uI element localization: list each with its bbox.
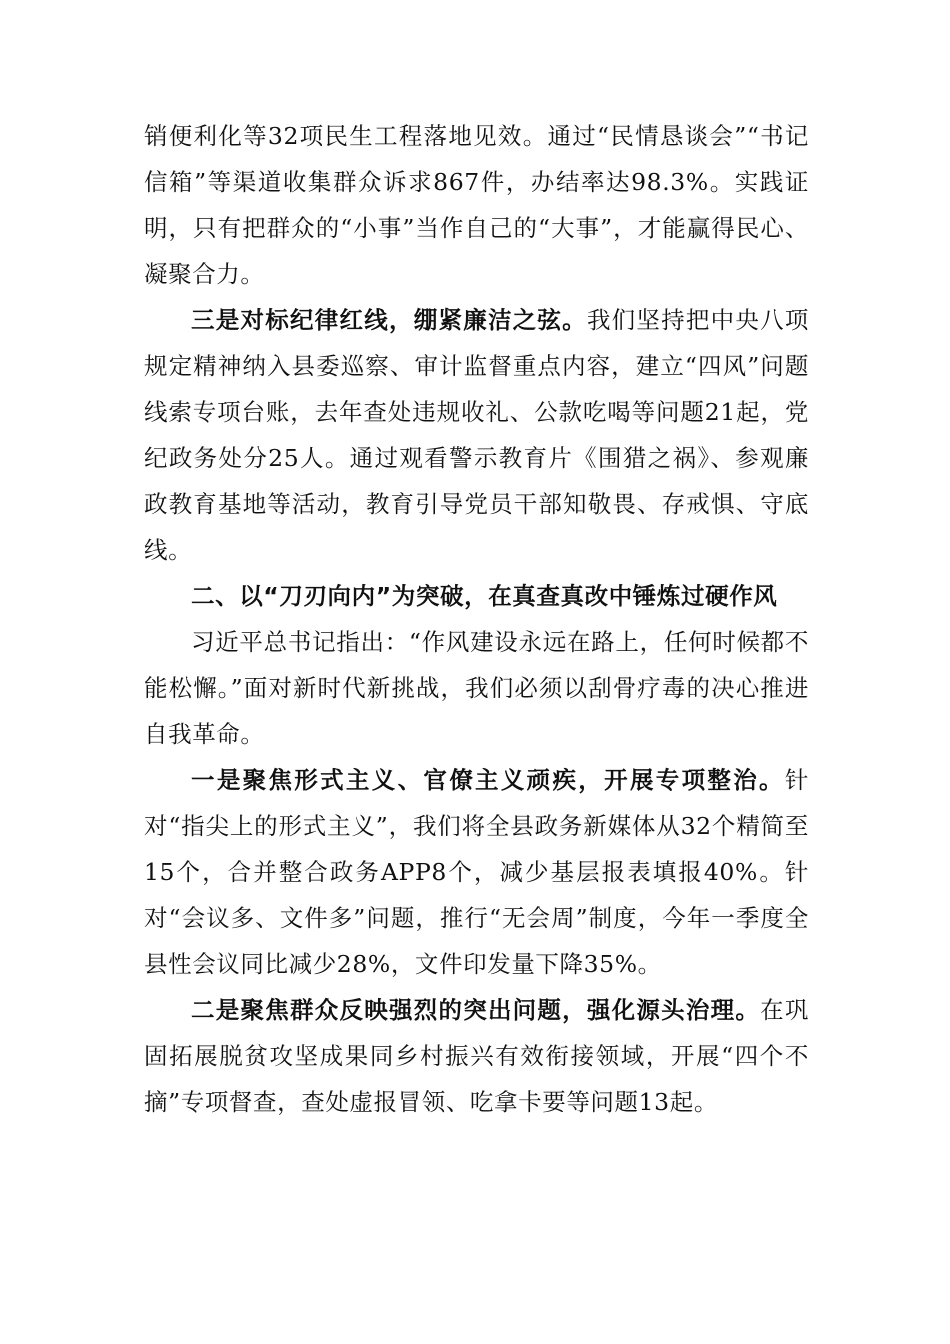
paragraph-text: 我们坚持把中央八项规定精神纳入县委巡察、审计监督重点内容，建立“四风”问题线索专项台账，去年查处违规收礼、公款吃喝等问题21起，党纪政务处分25人。通过观看警示教育片《围猎之祸》、参观廉政教育基地等活动，教育引导党员干部知敬畏、存戒惧、守底线。 [144,306,809,564]
paragraph-text: 习近平总书记指出：“作风建设永远在路上，任何时候都不能松懈。”面对新时代新挑战，我们必须以刮骨疗毒的决心推进自我革命。 [144,628,809,748]
paragraph-discipline [144,297,809,573]
paragraph-quote [144,619,809,757]
paragraph-text: 在巩固拓展脱贫攻坚成果同乡村振兴有效衔接领域，开展“四个不摘”专项督查，查处虚报冒领、吃拿卡要等问题13起。 [144,996,809,1116]
paragraph-lead: 三是对标纪律红线，绷紧廉洁之弦。 [191,306,587,334]
section-heading: 二、以“刀刃向内”为突破，在真查真改中锤炼过硬作风 [191,582,778,610]
paragraph-text: 针对“指尖上的形式主义”，我们将全县政务新媒体从32个精简至15个，合并整合政务APP8个，减少基层报表填报40%。针对“会议多、文件多”问题，推行“无会周”制度，今年一季度全县性会议同比减少28%，文件印发量下降35%。 [144,766,809,978]
document-body [144,113,809,1125]
paragraph-text: 销便利化等32项民生工程落地见效。通过“民情恳谈会”“书记信箱”等渠道收集群众诉求867件，办结率达98.3%。实践证明，只有把群众的“小事”当作自己的“大事”，才能赢得民心、凝聚合力。 [144,122,809,288]
paragraph-lead: 一是聚焦形式主义、官僚主义顽疾，开展专项整治。 [191,766,785,794]
paragraph-lead: 二是聚焦群众反映强烈的突出问题，强化源头治理。 [191,996,761,1024]
paragraph-governance [144,987,809,1125]
paragraph-formalism [144,757,809,987]
paragraph-continuation [144,113,809,297]
